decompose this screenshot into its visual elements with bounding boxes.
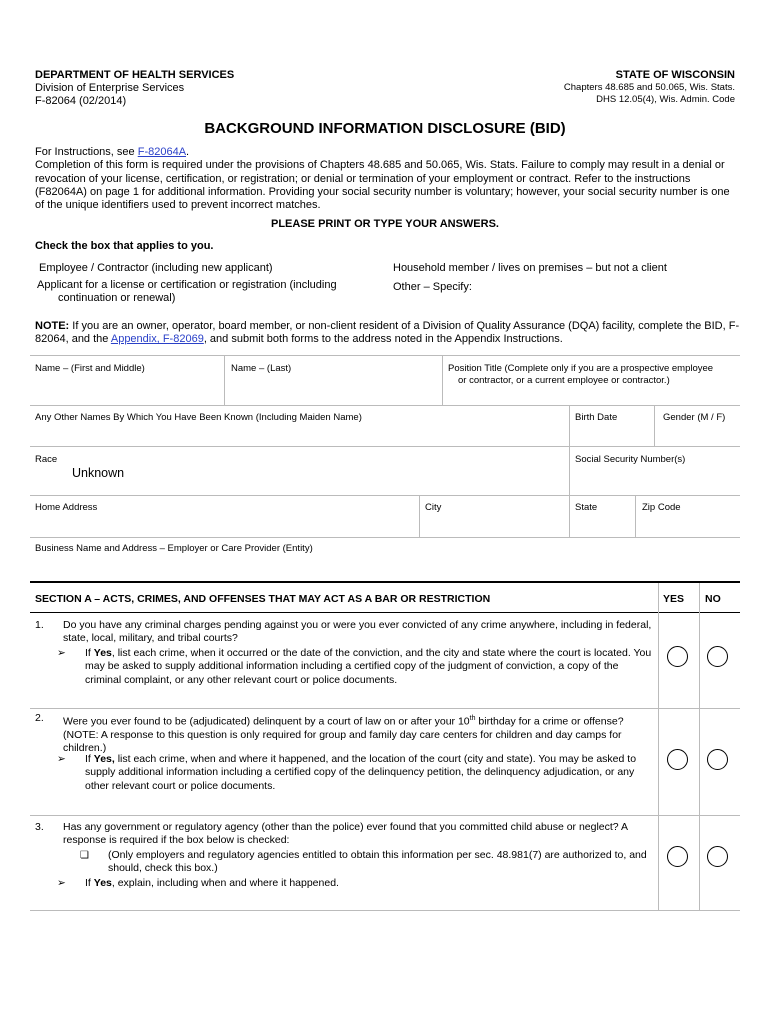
note-label: NOTE: [35,320,70,332]
instructions-prefix: For Instructions, see [35,146,138,158]
personal-info-grid [30,355,740,561]
department-name: DEPARTMENT OF HEALTH SERVICES [35,69,235,81]
intro-paragraph [35,146,740,212]
header-left [35,69,234,108]
q2-sup: th [469,715,476,722]
q1-no-radio[interactable] [707,646,728,667]
question-2-sub [85,753,653,793]
q3-sub-pre: If [85,877,94,889]
q1-sub-bold: Yes [93,647,112,659]
no-header: NO [705,593,721,605]
check-heading: Check the box that applies to you. [35,240,214,252]
zip-field[interactable]: Zip Code [642,502,681,513]
question-2-text [63,712,653,755]
home-address-field[interactable]: Home Address [35,502,98,513]
state-field[interactable]: State [575,502,598,513]
note-text: If you are an owner, operator, board member, or non-client resident of a Division of Quality Assurance (DQA) facility, complete the BID, F-82064, and the [35,320,740,346]
race-field[interactable]: Race [35,454,58,465]
question-3-number: 3. [35,821,44,833]
instructions-suffix: . [186,146,190,158]
question-3-box-text: (Only employers and regulatory agencies entitled to obtain this information per sec. 48.981(7) are authorized to, and should, check this box.) [108,849,647,875]
race-value[interactable]: Unknown [72,466,125,480]
q2-sub-pre: If [85,753,94,765]
statutes-ref: Chapters 48.685 and 50.065, Wis. Stats. [563,82,735,93]
q3-sub-bold: Yes [93,877,112,889]
name-last-field[interactable]: Name – (Last) [231,363,292,374]
position-title-cont: or contractor, or a current employee or contractor.) [458,375,670,386]
question-1-sub [85,647,653,687]
note-text-end: , and submit both forms to the address noted in the Appendix Instructions. [203,333,563,346]
business-field[interactable]: Business Name and Address – Employer or Care Provider (Entity) [35,543,313,554]
q2-text-b: birthday for a crime or offense? (NOTE: A response to this question is only required for group and family day care centers for children and day camps for children.) [63,715,624,755]
other-names-field[interactable]: Any Other Names By Which You Have Been Known (Including Maiden Name) [35,412,362,423]
city-field[interactable]: City [425,502,442,513]
checkbox-icon[interactable]: ❏ [80,850,89,861]
birth-date-field[interactable]: Birth Date [575,412,618,423]
q3-sub-text: , explain, including when and where it happened. [111,877,339,889]
section-a-title: SECTION A – ACTS, CRIMES, AND OFFENSES THAT MAY ACT AS A BAR OR RESTRICTION [35,593,491,605]
q2-text-a: Were you ever found to be (adjudicated) delinquent by a court of law on or after your 10 [63,715,470,728]
q2-no-radio[interactable] [707,749,728,770]
note-paragraph [35,320,740,347]
q3-yes-radio[interactable] [667,846,688,867]
question-1-text: Do you have any criminal charges pending against you or were you ever convicted of any crime anywhere, including in federal, state, local, military, and tribal courts? [63,619,652,645]
yes-header: YES [663,593,685,605]
arrow-icon: ➢ [57,647,66,659]
intro-body: Completion of this form is required under the provisions of Chapters 48.685 and 50.065, Wis. Stats. Failure to comply may result in a denial or revocation of your license, certification, or registration; or denial or termination of your employment or contract. Refer to the instructions (F82064A) on page 1 for additional information. Providing your social security number is voluntary; however, your social security number is one of the unique identifiers used to prevent incorrect matches. [35,159,730,212]
page-title: BACKGROUND INFORMATION DISCLOSURE (BID) [204,120,566,137]
q2-sub-bold: Yes, [93,753,115,765]
q1-sub-text: , list each crime, when it occurred or the date of the conviction, and the city and state where the court is located. You may be asked to supply additional information including a certified copy of the judgment of conviction, a copy of the criminal complaint, or any other relevant court or police documents. [85,647,652,686]
option-employee[interactable]: Employee / Contractor (including new applicant) [39,262,273,274]
option-applicant-cont: continuation or renewal) [58,292,176,304]
ssn-field[interactable]: Social Security Number(s) [575,454,686,465]
admin-code-ref: DHS 12.05(4), Wis. Admin. Code [596,94,735,105]
q3-no-radio[interactable] [707,846,728,867]
arrow-icon: ➢ [57,877,66,889]
q1-yes-radio[interactable] [667,646,688,667]
form-number: F-82064 (02/2014) [35,95,127,107]
arrow-icon: ➢ [57,753,66,765]
option-household[interactable]: Household member / lives on premises – but not a client [393,262,667,274]
state-name: STATE OF WISCONSIN [615,69,735,81]
name-first-field[interactable]: Name – (First and Middle) [35,363,145,374]
position-title-field[interactable]: Position Title (Complete only if you are a prospective employee [448,363,714,374]
option-applicant[interactable]: Applicant for a license or certification or registration (including [37,279,337,291]
instructions-link[interactable]: F-82064A [137,146,187,158]
question-3-text: Has any government or regulatory agency (other than the police) ever found that you committed child abuse or neglect? A response is required if the box below is checked: [63,821,628,847]
q1-sub-pre: If [85,647,94,659]
header-right [564,69,735,106]
question-1-number: 1. [35,619,44,631]
q2-yes-radio[interactable] [667,749,688,770]
gender-field[interactable]: Gender (M / F) [663,412,726,423]
option-other[interactable]: Other – Specify: [393,281,472,293]
division-name: Division of Enterprise Services [35,82,185,94]
question-3-sub [85,877,653,890]
q2-sub-text: list each crime, when and where it happened, and the location of the court (city and state). You may be asked to supply additional information including a certified copy of the delinquency petition, the delinquency adjudication, or any other relevant court or police documents. [85,753,637,792]
question-2-number: 2. [35,712,44,724]
appendix-link[interactable]: Appendix, F-82069 [110,333,204,346]
print-notice: PLEASE PRINT OR TYPE YOUR ANSWERS. [271,218,499,230]
